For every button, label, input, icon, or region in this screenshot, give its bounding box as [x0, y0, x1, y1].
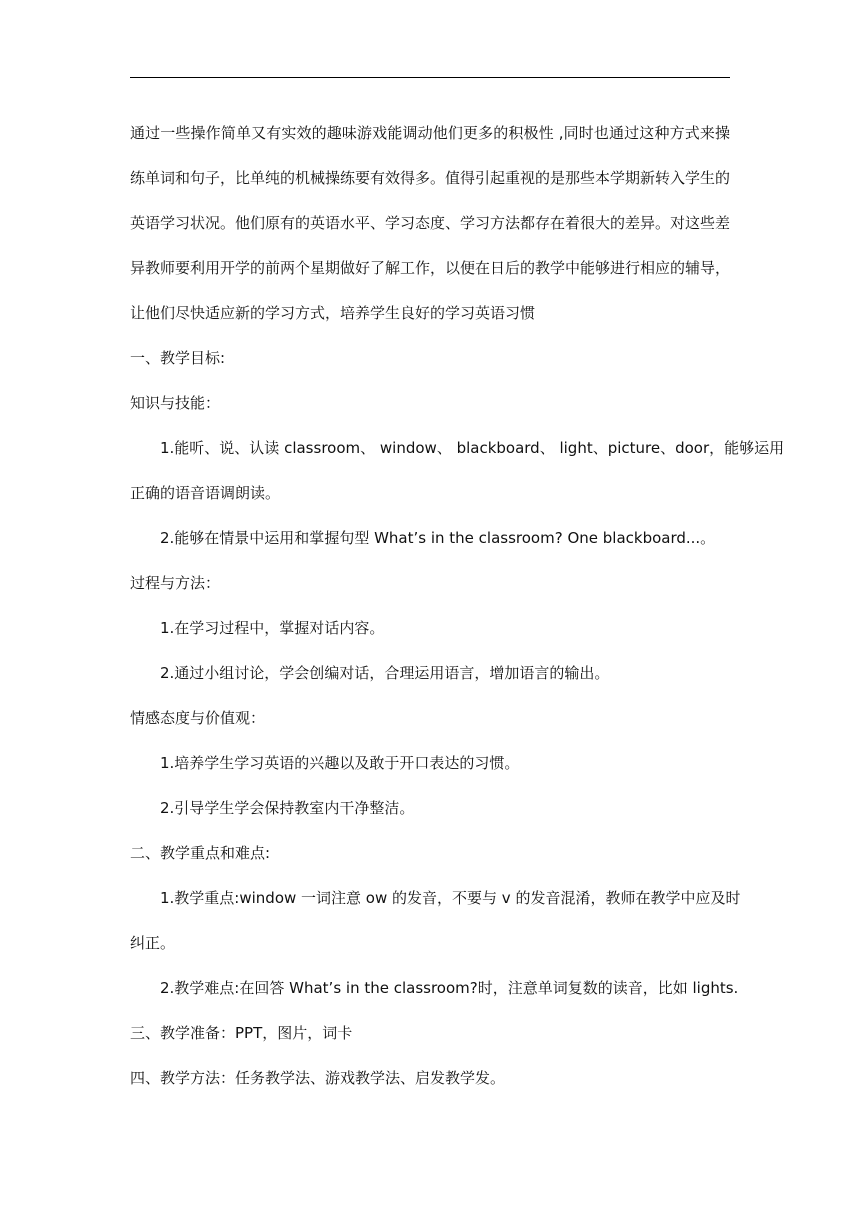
knowledge-item-1-line-1: 1.能听、说、认读 classroom、 window、 blackboard、 light、picture、door，能够运用 — [160, 439, 785, 457]
document-body — [130, 111, 785, 1101]
intro-line-4: 异教师要利用开学的前两个星期做好了解工作，以便在日后的教学中能够进行相应的辅导， — [130, 259, 731, 277]
header-rule — [130, 77, 730, 78]
section-heading-preparation: 三、教学准备：PPT，图片，词卡 — [130, 1024, 353, 1042]
key-point-line-2: 纠正。 — [130, 934, 176, 952]
knowledge-item-1-line-2: 正确的语音语调朗读。 — [130, 484, 281, 502]
intro-line-3: 英语学习状况。他们原有的英语水平、学习态度、学习方法都存在着很大的差异。对这些差 — [130, 214, 731, 232]
process-item-2: 2.通过小组讨论，学会创编对话，合理运用语言，增加语言的输出。 — [160, 664, 610, 682]
subheading-process-methods: 过程与方法： — [130, 574, 221, 592]
section-heading-methods: 四、教学方法：任务教学法、游戏教学法、启发教学发。 — [130, 1069, 506, 1087]
intro-line-2: 练单词和句子，比单纯的机械操练要有效得多。值得引起重视的是那些本学期新转入学生的 — [130, 169, 731, 187]
knowledge-item-2: 2.能够在情景中运用和掌握句型 What’s in the classroom? One blackboard...。 — [160, 529, 716, 547]
process-item-1: 1.在学习过程中，掌握对话内容。 — [160, 619, 385, 637]
intro-line-1: 通过一些操作简单又有实效的趣味游戏能调动他们更多的积极性 ,同时也通过这种方式来操 — [130, 124, 730, 142]
subheading-knowledge-skills: 知识与技能： — [130, 394, 221, 412]
difficult-point: 2.教学难点:在回答 What’s in the classroom?时，注意单词复数的读音，比如 lights. — [160, 979, 739, 997]
subheading-emotion-values: 情感态度与价值观： — [130, 709, 266, 727]
emotion-item-1: 1.培养学生学习英语的兴趣以及敢于开口表达的习惯。 — [160, 754, 520, 772]
section-heading-key-difficult: 二、教学重点和难点: — [130, 844, 271, 862]
key-point-line-1: 1.教学重点:window 一词注意 ow 的发音，不要与 v 的发音混淆，教师在教学中应及时 — [160, 889, 741, 907]
intro-line-5: 让他们尽快适应新的学习方式，培养学生良好的学习英语习惯 — [130, 304, 536, 322]
section-heading-objectives: 一、教学目标: — [130, 349, 226, 367]
emotion-item-2: 2.引导学生学会保持教室内干净整洁。 — [160, 799, 415, 817]
